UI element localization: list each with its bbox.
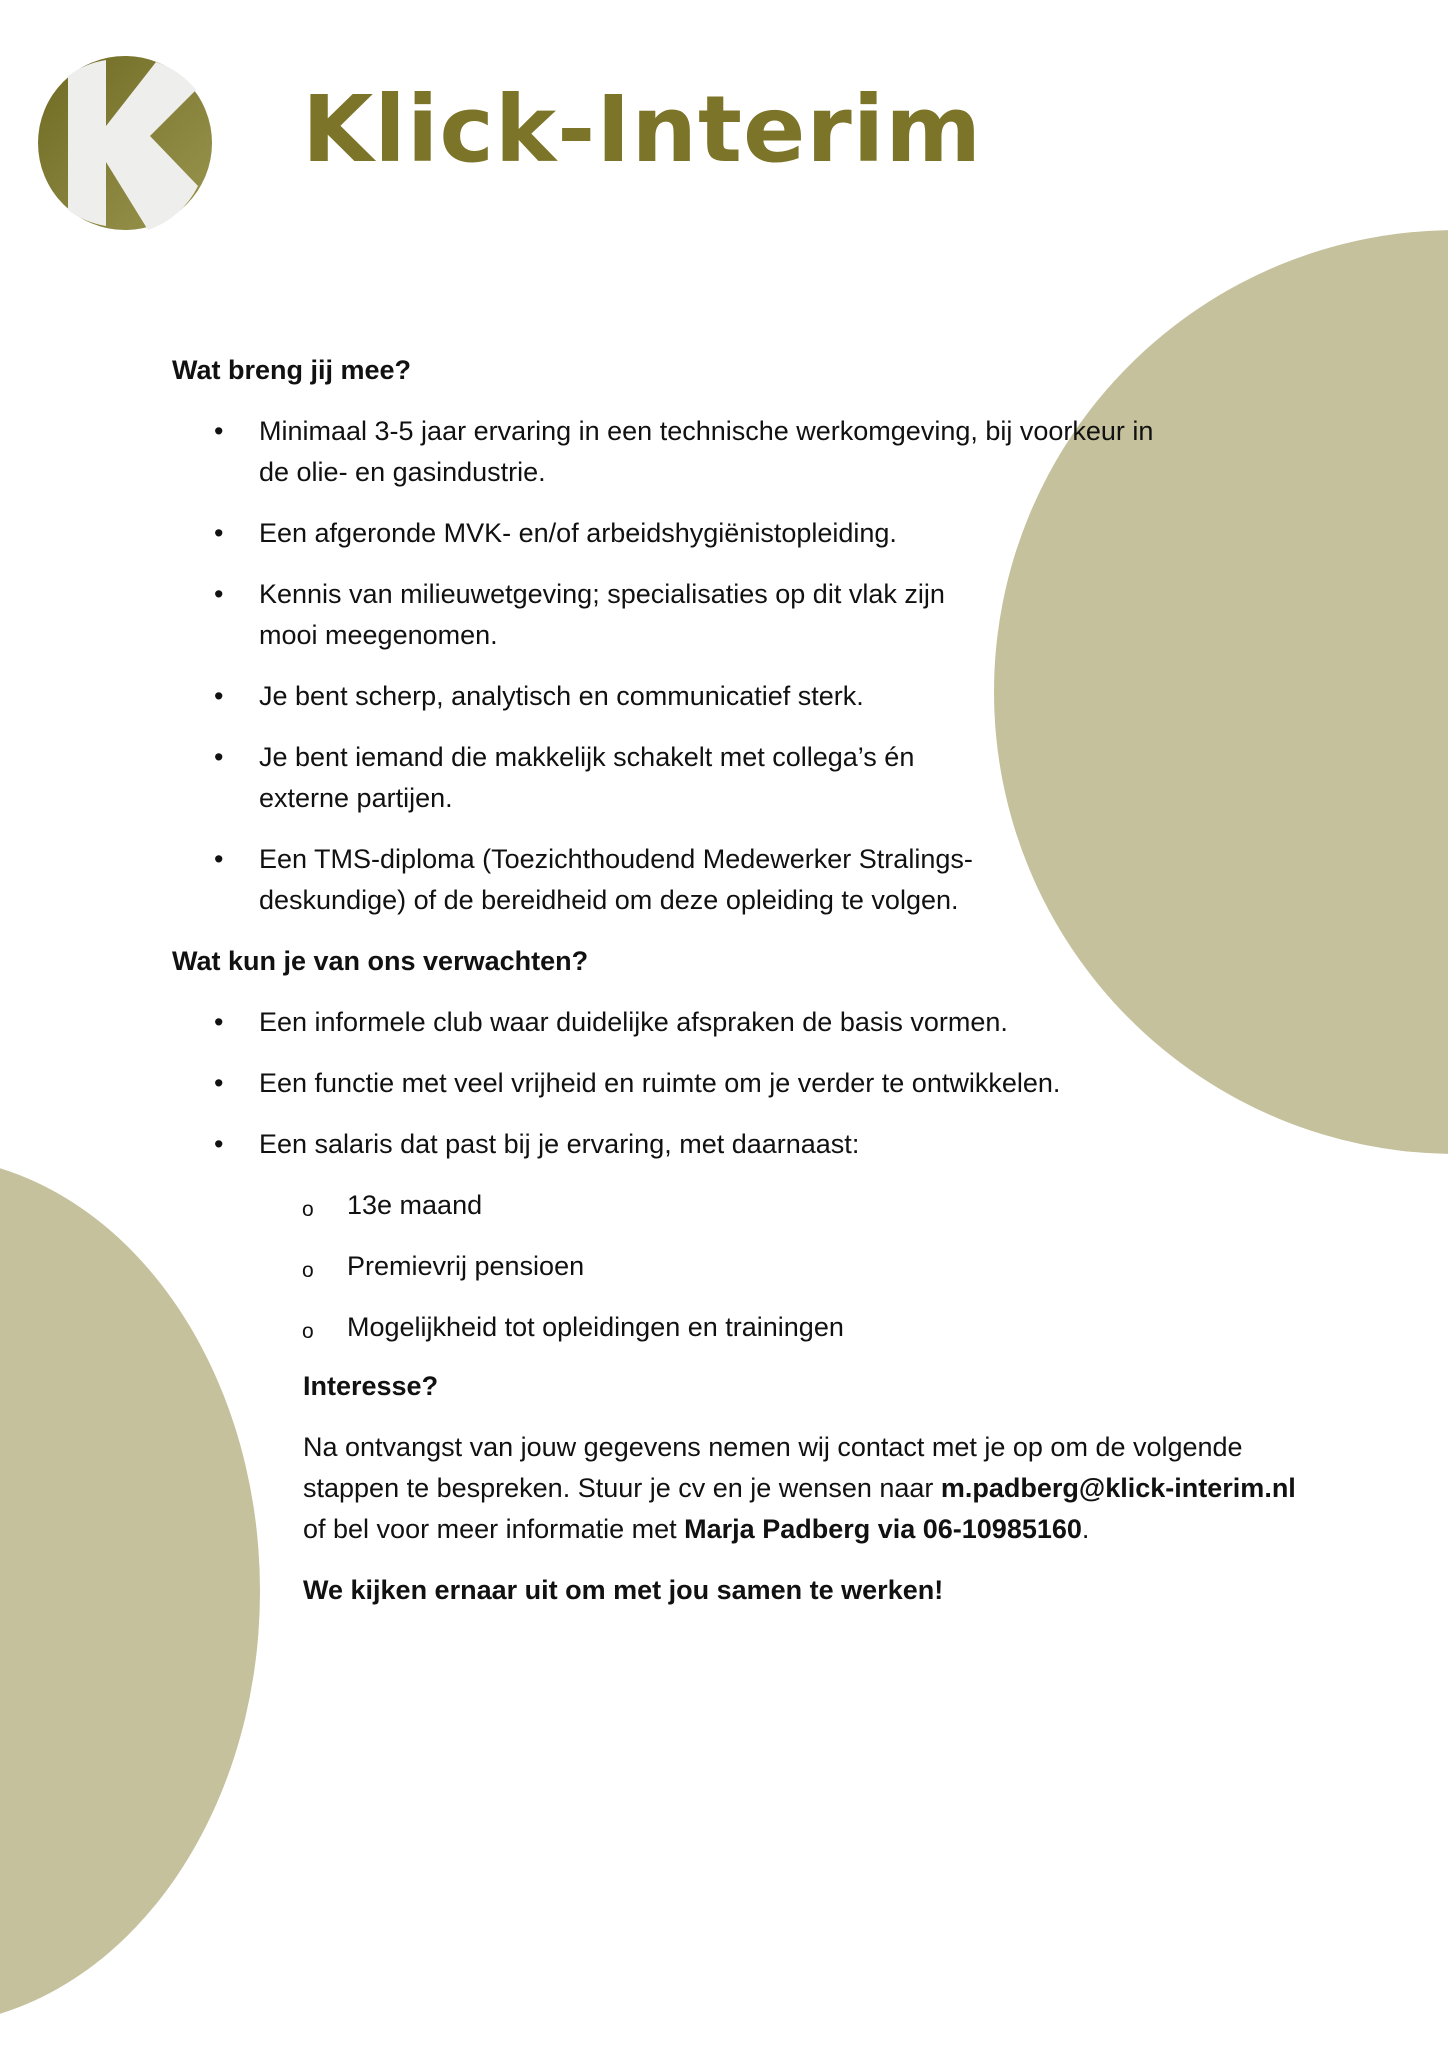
list-item: • Minimaal 3-5 jaar ervaring in een technische werkomgeving, bij voorkeur in de olie- en gasindustrie. <box>172 411 1159 493</box>
list-item: • Een functie met veel vrijheid en ruimte om je verder te ontwikkelen. <box>172 1063 1259 1104</box>
closing-line <box>303 1570 1303 1611</box>
contact-phone: Marja Padberg via 06-10985160 <box>684 1514 1082 1544</box>
list-item: • Een TMS-diploma (Toezichthoudend Medewerker Stralings- deskundige) of de bereidheid om deze opleiding te volgen. <box>172 839 1039 921</box>
list-item: • Je bent iemand die makkelijk schakelt met collega’s én externe partijen. <box>172 737 999 819</box>
brand-name: Klick-Interim <box>302 76 983 183</box>
benefits-sublist <box>172 1185 1292 1348</box>
sub-list-item: o Premievrij pensioen <box>172 1246 1292 1287</box>
section-heading-offer: Wat kun je van ons verwachten? <box>172 946 589 976</box>
interest-text: of bel voor meer informatie met <box>303 1514 685 1544</box>
list-item: • Je bent scherp, analytisch en communicatief sterk. <box>172 676 1159 717</box>
document-content <box>172 350 1296 1611</box>
list-item: • Een informele club waar duidelijke afspraken de basis vormen. <box>172 1002 1259 1043</box>
list-item: • Kennis van milieuwetgeving; specialisaties op dit vlak zijn mooi meegenomen. <box>172 574 999 656</box>
interest-text: Na ontvangst van jouw gegevens nemen wij contact met je op om de volgende stappen te bespreken. Stuur je cv en je wensen naar <box>303 1432 1243 1503</box>
interest-paragraph <box>303 1427 1303 1550</box>
offer-list <box>172 1002 1292 1165</box>
k-logo-icon <box>38 56 212 230</box>
sub-list-item: o Mogelijkheid tot opleidingen en trainingen <box>172 1307 1292 1348</box>
interest-heading: Interesse? <box>303 1371 439 1401</box>
closing-text: We kijken ernaar uit om met jou samen te werken! <box>303 1575 944 1605</box>
interest-text: . <box>1081 1514 1090 1544</box>
email-link[interactable]: m.padberg@klick-interim.nl <box>940 1473 1296 1503</box>
section-heading-requirements: Wat breng jij mee? <box>172 355 412 385</box>
list-item: • Een afgeronde MVK- en/of arbeidshygiënistopleiding. <box>172 513 1159 554</box>
requirements-list <box>172 411 1292 921</box>
list-item: • Een salaris dat past bij je ervaring, met daarnaast: <box>172 1124 1259 1165</box>
interest-section <box>303 1366 1303 1611</box>
sub-list-item: o 13e maand <box>172 1185 1292 1226</box>
